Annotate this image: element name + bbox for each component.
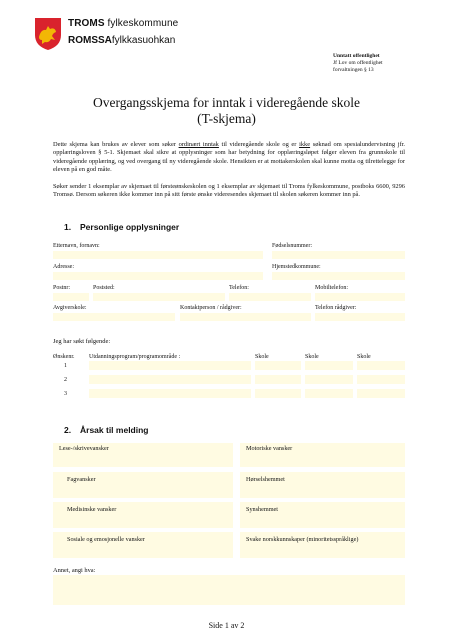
school-field-2a[interactable] — [255, 375, 301, 384]
reason-box-motor[interactable] — [240, 443, 405, 467]
reason-box-social[interactable] — [53, 532, 233, 558]
confidentiality-note — [333, 53, 433, 74]
confidential-title: Unntatt offentlighet — [333, 53, 380, 59]
intro-text: søknad om spesialundervisning jfr. opplæringsloven § 5-1. Skjemaet skal sikre at opplysninger som har betydning for opplæringsløpet følger eleven fra grunnskole til videregående opplæring, og ved overgang til ny videregående skole. Hensikten er at mottakerskolen skal kunne motta og tilrettelegge for eleven på en god måte. — [53, 141, 406, 173]
municipality-field[interactable] — [272, 272, 405, 280]
school-field-3a[interactable] — [255, 389, 301, 398]
coat-of-arms-icon — [34, 17, 62, 51]
brand-suffix: fylkeskommune — [107, 18, 179, 29]
applied-label: Jeg har søkt følgende: — [53, 338, 111, 345]
address-label: Adresse: — [53, 264, 74, 270]
school-field-1b[interactable] — [305, 361, 353, 370]
wish-row-number: 2 — [64, 377, 67, 383]
reason-box-subject[interactable] — [53, 472, 233, 498]
reason-label: Sosiale og emosjonelle vansker — [67, 536, 145, 543]
page-number: Side 1 av 2 — [208, 621, 245, 630]
program-field-2[interactable] — [89, 375, 251, 384]
intro-emphasis: ikke — [299, 141, 311, 148]
reason-label: Fagvansker — [67, 476, 96, 483]
mobile-field[interactable] — [315, 293, 405, 301]
other-label: Annet, angi hva: — [53, 567, 96, 574]
postnr-field[interactable] — [53, 293, 89, 301]
wish-number-header: Ønskenr. — [53, 354, 75, 360]
brand-suffix-sami: fylkkasuohkan — [111, 35, 176, 46]
wish-row-number: 1 — [64, 363, 67, 369]
other-field[interactable] — [53, 575, 405, 605]
birth-number-field[interactable] — [272, 251, 405, 259]
title-line: Overgangsskjema for inntak i videregående skole — [92, 95, 361, 110]
confidential-line: Jf Lov om offentlighet — [333, 60, 383, 66]
mobile-label: Mobiltelefon: — [315, 285, 348, 291]
brand-line-2 — [68, 35, 175, 46]
intro-emphasis: ordinært inntak — [178, 141, 219, 148]
intro-paragraph-2: Søker sender 1 eksemplar av skjemaet til førsteønskeskolen og 1 eksemplar av skjemaet til Troms fylkeskommune, postboks 6600, 9296 Tromsø. Dersom søkeren ikke kommer inn på sitt første ønske videresendes skjemaet til skolen søkeren kommer inn på. — [53, 183, 405, 199]
school-field-2b[interactable] — [305, 375, 353, 384]
address-field[interactable] — [53, 272, 263, 280]
section-2-number: 2. — [64, 425, 72, 435]
phone-field[interactable] — [229, 293, 311, 301]
school-field-3c[interactable] — [357, 389, 405, 398]
school-header-3: Skole — [357, 354, 371, 360]
brand-name: TROMS — [68, 18, 105, 29]
section-1-title: Personlige opplysninger — [80, 222, 180, 232]
poststed-label: Poststed: — [93, 285, 115, 291]
school-field[interactable] — [53, 313, 175, 321]
contact-label: Kontaktperson / rådgiver: — [180, 305, 242, 311]
reason-box-medical[interactable] — [53, 502, 233, 528]
name-field[interactable] — [53, 251, 263, 259]
reason-label: Motoriske vansker — [246, 445, 293, 452]
intro-paragraph-1 — [53, 141, 405, 174]
program-field-1[interactable] — [89, 361, 251, 370]
brand-name-sami: ROMSSA — [68, 35, 112, 46]
reason-box-reading-writing[interactable] — [53, 443, 233, 467]
confidential-line: forvaltningen § 13 — [333, 67, 374, 73]
phone-label: Telefon: — [229, 285, 249, 291]
poststed-field[interactable] — [93, 293, 225, 301]
program-field-3[interactable] — [89, 389, 251, 398]
municipality-label: Hjemstedkommune: — [272, 264, 321, 270]
contact-phone-field[interactable] — [315, 313, 405, 321]
school-field-2c[interactable] — [357, 375, 405, 384]
intro-text: Dette skjema kan brukes av elever som søker — [53, 141, 179, 148]
reason-label: Svake norskkunnskaper (minoritetsspråklige) — [246, 536, 359, 543]
school-field-1c[interactable] — [357, 361, 405, 370]
postnr-label: Postnr: — [53, 285, 71, 291]
page-title — [0, 95, 453, 127]
section-2-title: Årsak til melding — [80, 425, 149, 435]
reason-label: Hørselshemmet — [246, 476, 285, 483]
school-label: Avgiverskole: — [53, 305, 87, 311]
school-field-1a[interactable] — [255, 361, 301, 370]
program-header: Utdanningsprogram/programområde : — [89, 354, 181, 360]
reason-box-hearing[interactable] — [240, 472, 405, 498]
school-header-2: Skole — [305, 354, 319, 360]
intro-text: til videregående skole og er — [218, 141, 300, 148]
reason-label: Medisinske vansker — [67, 506, 117, 513]
name-label: Etternavn, fornavn: — [53, 243, 100, 249]
school-field-3b[interactable] — [305, 389, 353, 398]
title-line: (T-skjema) — [197, 111, 256, 126]
reason-box-language[interactable] — [240, 532, 405, 558]
contact-phone-label: Telefon rådgiver: — [315, 305, 357, 311]
reason-box-vision[interactable] — [240, 502, 405, 528]
school-header-1: Skole — [255, 354, 269, 360]
reason-label: Synshemmet — [246, 506, 278, 513]
wish-row-number: 3 — [64, 391, 67, 397]
section-1-number: 1. — [64, 222, 72, 232]
contact-field[interactable] — [180, 313, 311, 321]
brand-line-1 — [68, 18, 178, 29]
birth-number-label: Fødselsnummer: — [272, 243, 312, 249]
reason-label: Lese-/skrivevansker — [59, 445, 109, 452]
